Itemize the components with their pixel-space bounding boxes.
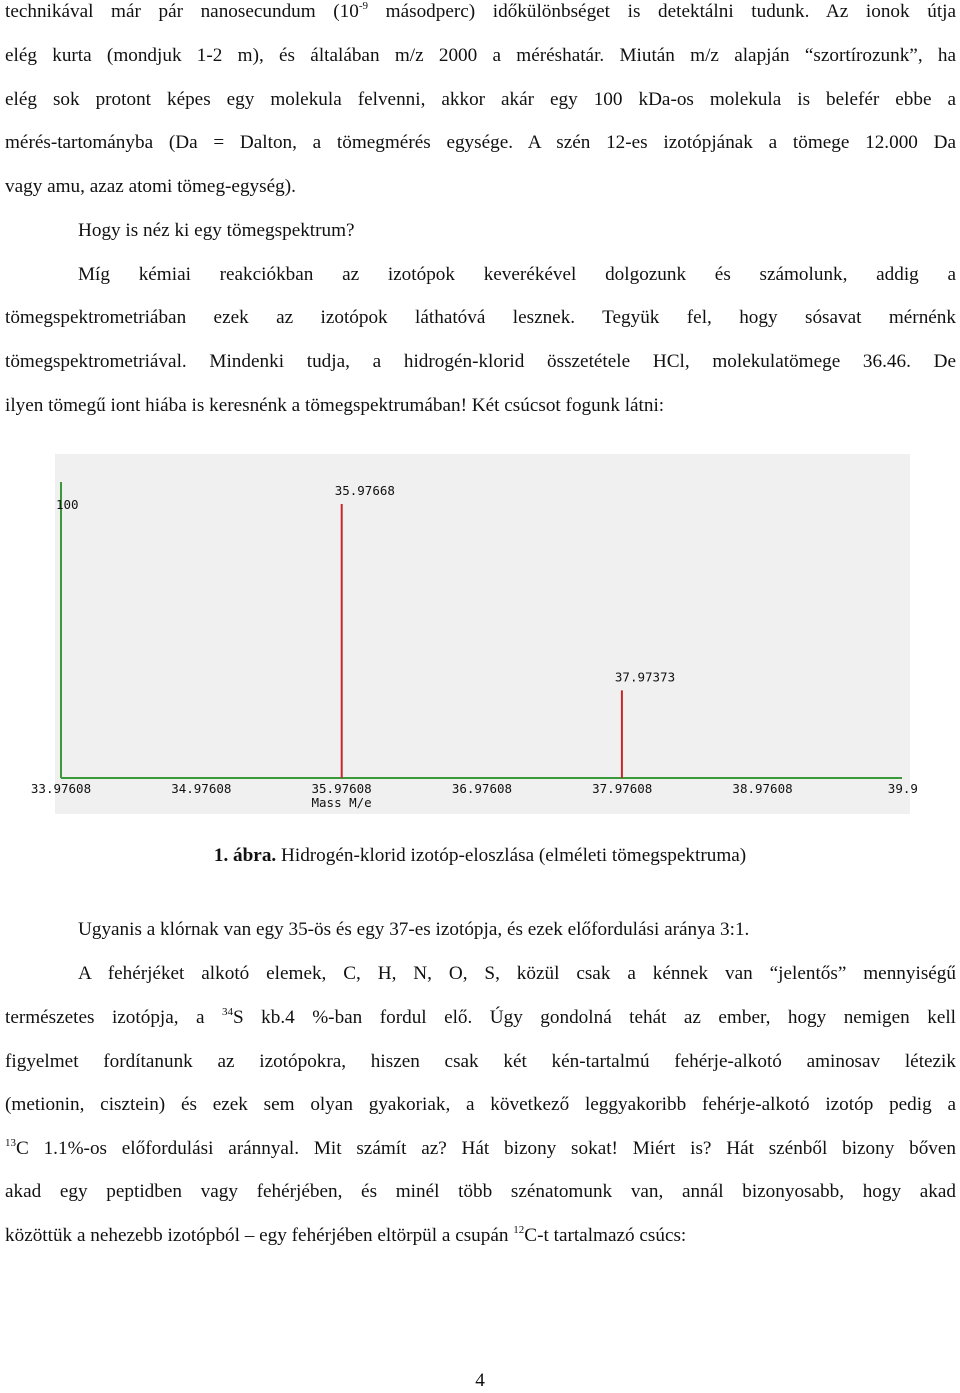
paragraph1-line1: technikával már pár nanosecundum ($10^{-9}$ másodperc) időkülönbséget is detektálni tudunk. Az ionok útja [5,0,956,22]
x-tick-label: 35.97608 [311,781,372,796]
isotope-mass: 13 [5,1137,16,1149]
paragraph4-line3: figyelmet fordítanunk az izotópokra, hiszen csak két kén-tartalmú fehérje-alkotó aminosav létezik [5,1051,956,1072]
paragraph2-line1: Míg kémiai reakciókban az izotópok keverékével dolgozunk és számolunk, addig a [78,264,956,285]
page-number: 4 [475,1370,485,1391]
caption-label: 1. ábra. [213,845,277,866]
paragraph1-line5: vagy amu, azaz atomi tömeg-egység). [5,176,296,197]
paragraph2-line3: tömegspektrometriával. Mindenki tudja, a hidrogén-klorid összetétele HCl, molekulatömege 36.46. De [5,351,956,372]
peak-label: 35.97668 [334,483,395,498]
mass-spectrum-chart [30,454,918,814]
isotope-mass: 12 [513,1224,525,1236]
paragraph1-line3: elég sok protont képes egy molekula felvenni, akkor akár egy 100 kDa-os molekula is belefér ebbe a [5,89,956,110]
peak-label: 37.97373 [614,669,676,685]
y-tick-label: 100 [56,497,79,512]
x-tick-label: 38.97608 [732,781,793,796]
x-tick-label: 33.97608 [30,781,92,796]
x-tick-label: 34.97608 [171,781,232,796]
paragraph4-line2: természetes izotópja, a $^{34}$S kb.4 %-ban fordul elő. Úgy gondolná tehát az ember, hogy nemigen kell [5,1006,956,1028]
x-tick-label: 37.97608 [592,781,653,796]
x-axis-label: Mass M/e [311,795,372,810]
paragraph4-line5: $^{13}$C 1.1%-os előfordulási aránnyal. Mit számít az? Hát bizony sokat! Miért is? Hát szénből bizony bőven [5,1137,956,1159]
paragraph4-line6: akad egy peptidben vagy fehérjében, és minél több szénatomunk van, annál bizonyosabb, hogy akad [5,1181,956,1202]
paragraph3-line: Ugyanis a klórnak van egy 35-ös és egy 37-es izotópja, és ezek előfordulási aránya 3:1. [78,919,750,940]
paragraph4-line1: A fehérjéket alkotó elemek, C, H, N, O, S, közül csak a kénnek van “jelentős” mennyiségű [78,963,956,984]
x-tick-label: 36.97608 [451,781,513,796]
paragraph1-line2: elég kurta (mondjuk 1-2 m), és általában m/z 2000 a méréshatár. Miután m/z alapján “szortírozunk”, ha [5,45,956,66]
exponent: -9 [358,0,369,12]
figure-caption [0,844,960,868]
paragraph2-line4: ilyen tömegű iont hiába is keresnénk a tömegspektrumában! Két csúcsot fogunk látni: [5,395,665,416]
isotope-mass: 34 [222,1006,234,1018]
paragraph4-line4: (metionin, cisztein) és ezek sem olyan gyakoriak, a következő leggyakoribb fehérje-alkotó izotóp pedig a [5,1094,956,1115]
question-line: Hogy is néz ki egy tömegspektrum? [78,220,355,241]
paragraph2-line2: tömegspektrometriában ezek az izotópok láthatóvá lesznek. Tegyük fel, hogy sósavat mérnénk [5,307,956,328]
paragraph1-line4: mérés-tartományba (Da = Dalton, a tömegmérés egysége. A szén 12-es izotópjának a tömege 12.000 Da [5,132,956,153]
chart-background [55,454,910,814]
x-tick-label: 39.9 [887,781,918,796]
paragraph4-line7: közöttük a nehezebb izotópból – egy fehérjében eltörpül a csupán $^{12}$C-t tartalmazó csúcs: [5,1224,687,1246]
caption-text: Hidrogén-klorid izotóp-eloszlása (elméleti tömegspektruma) [276,845,747,866]
